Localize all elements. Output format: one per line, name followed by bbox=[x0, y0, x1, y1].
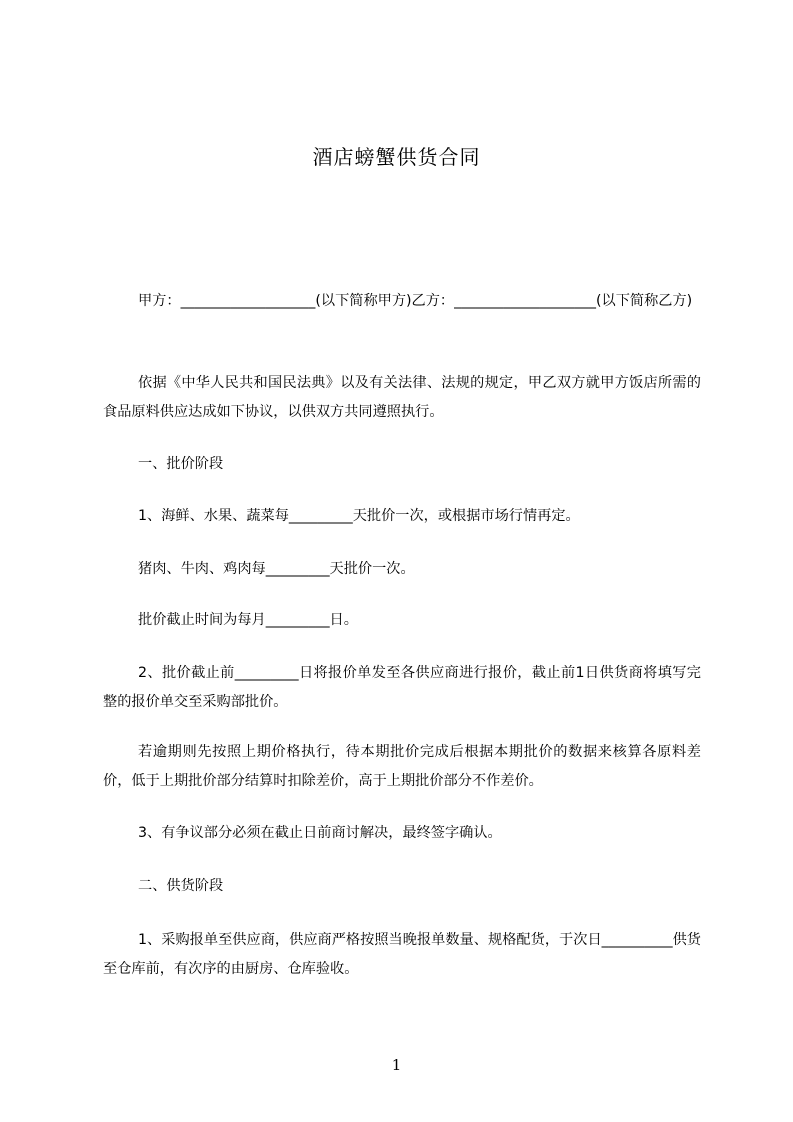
clause-paragraph: 批价截止时间为每月_________日。 bbox=[138, 612, 358, 628]
party-info-paragraph: 甲方：___________________(以下简称甲方)乙方：____________________(以下简称乙方) bbox=[138, 293, 693, 309]
section-heading-pricing: 一、批价阶段 bbox=[138, 456, 224, 472]
clause-paragraph: 3、有争议部分必须在截止日前商讨解决，最终签字确认。 bbox=[138, 825, 502, 841]
clause-paragraph: 猪肉、牛肉、鸡肉每_________天批价一次。 bbox=[138, 561, 415, 577]
document-title: 酒店螃蟹供货合同 bbox=[312, 145, 481, 169]
clause-paragraph: 若逾期则先按照上期价格执行，待本期批价完成后根据本期批价的数据来核算各原料差价，低于上期批价部分结算时扣除差价，高于上期批价部分不作差价。 bbox=[103, 744, 701, 789]
page-number: 1 bbox=[391, 1056, 402, 1074]
section-heading-supply: 二、供货阶段 bbox=[138, 878, 224, 894]
preamble-paragraph: 依据《中华人民共和国民法典》以及有关法律、法规的规定，甲乙双方就甲方饭店所需的食品原料供应达成如下协议，以供双方共同遵照执行。 bbox=[103, 375, 701, 420]
clause-paragraph: 1、海鲜、水果、蔬菜每_________天批价一次，或根据市场行情再定。 bbox=[138, 508, 580, 524]
clause-paragraph: 1、采购报单至供应商，供应商严格按照当晚报单数量、规格配货，于次日__________供货至仓库前，有次序的由厨房、仓库验收。 bbox=[103, 932, 701, 977]
clause-paragraph: 2、批价截止前_________日将报价单发至各供应商进行报价，截止前1日供货商将填写完整的报价单交至采购部批价。 bbox=[103, 665, 701, 710]
